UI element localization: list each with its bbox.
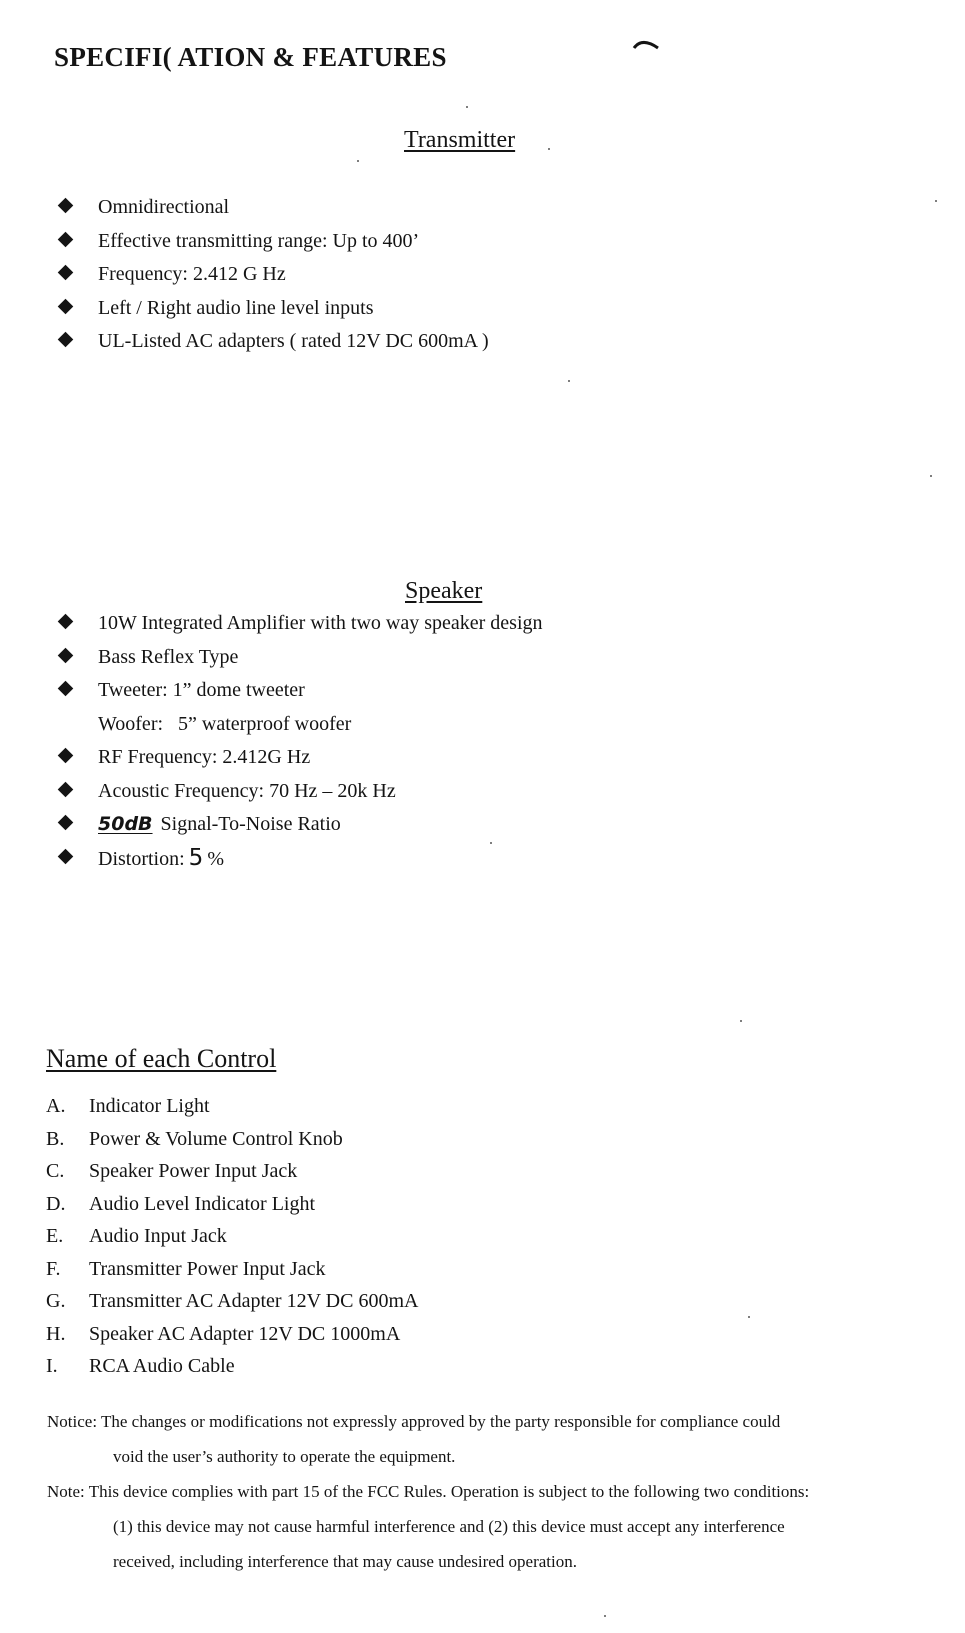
speaker-heading: Speaker [405,578,483,604]
scan-speck [466,106,468,108]
diamond-bullet-icon [58,614,74,630]
list-item: Frequency: 2.412 G Hz [56,260,489,294]
diamond-bullet-icon [58,748,74,764]
page-title: SPECIFI( ATION & FEATURES [54,42,447,72]
handwritten-snr-value: 50dB [98,813,153,835]
scan-speck [490,842,492,844]
fcc-note: Note: This device complies with part 15 of the FCC Rules. Operation is subject to the following two conditions: (1) this device may not cause harmful interference and (2) this device must accept any interference received, including interference that may cause undesired operation. [47,1482,810,1571]
diamond-bullet-icon [58,198,74,214]
handwritten-distortion-value: 5 [188,844,204,871]
list-item: H. Speaker AC Adapter 12V DC 1000mA [46,1322,401,1345]
list-item: Tweeter: 1” dome tweeter [56,676,543,710]
speaker-features [56,609,543,877]
diamond-bullet-icon [58,332,74,348]
diamond-bullet-icon [58,848,74,864]
list-item: C. Speaker Power Input Jack [46,1160,298,1182]
diamond-bullet-icon [58,647,74,663]
list-item: UL-Listed AC adapters ( rated 12V DC 600mA ) [56,327,489,361]
controls-heading: Name of each Control [46,1044,277,1073]
list-item: RF Frequency: 2.412G Hz [56,743,543,777]
list-item: Left / Right audio line level inputs [56,294,489,328]
list-item: A. Indicator Light [46,1095,210,1117]
scan-speck [935,200,937,202]
scan-speck [604,1615,606,1617]
diamond-bullet-icon [58,781,74,797]
diamond-bullet-icon [58,815,74,831]
list-item: B. Power & Volume Control Knob [46,1127,343,1150]
controls-list [46,1092,418,1385]
list-item: I. RCA Audio Cable [46,1355,235,1377]
diamond-bullet-icon [58,231,74,247]
list-item: 50dB Signal-To-Noise Ratio [56,810,543,844]
scan-speck [357,160,359,162]
scan-speck [930,475,932,477]
scan-speck [740,1020,742,1022]
transmitter-heading: Transmitter [404,127,516,153]
list-item: F. Transmitter Power Input Jack [46,1257,326,1280]
diamond-bullet-icon [58,298,74,314]
list-item: Acoustic Frequency: 70 Hz – 20k Hz [56,777,543,811]
list-item-continuation: Woofer: 5” waterproof woofer [98,712,352,735]
list-item: D. Audio Level Indicator Light [46,1192,316,1215]
scan-speck [548,148,550,150]
diamond-bullet-icon [58,265,74,281]
scan-speck [568,380,570,382]
list-item: Bass Reflex Type [56,643,543,677]
list-item: 10W Integrated Amplifier with two way speaker design [56,609,543,643]
list-item: Effective transmitting range: Up to 400’ [56,227,489,261]
list-item: Distortion: 5 % [56,844,543,878]
list-item: E. Audio Input Jack [46,1225,227,1247]
transmitter-features [56,193,489,361]
diamond-bullet-icon [58,681,74,697]
list-item: Omnidirectional [56,193,489,227]
scan-speck [748,1316,750,1318]
scan-mark [632,36,660,52]
list-item: G. Transmitter AC Adapter 12V DC 600mA [46,1290,419,1312]
compliance-notice: Notice: The changes or modifications not expressly approved by the party responsible for compliance could void the user’s authority to operate the equipment. [47,1412,781,1466]
